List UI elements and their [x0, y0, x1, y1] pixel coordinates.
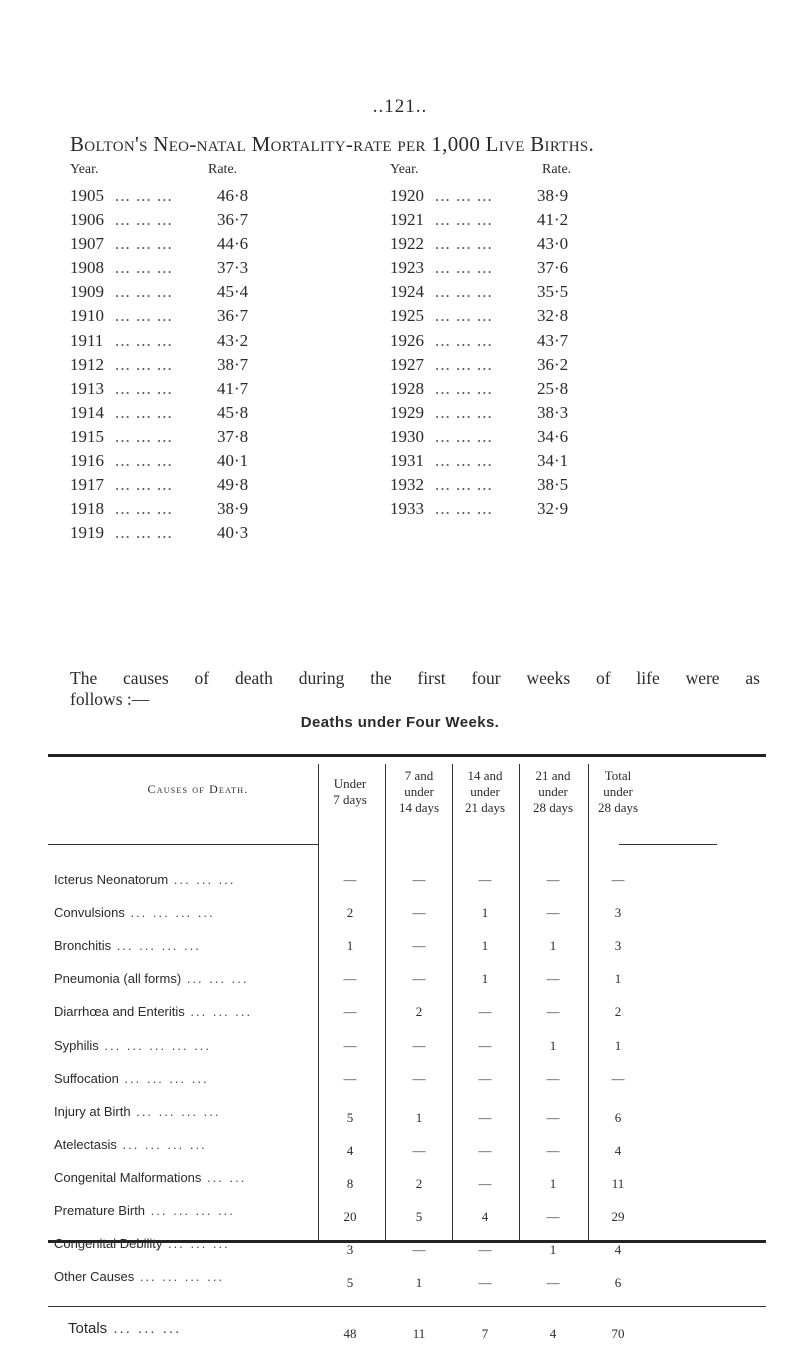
rate-value: 41·2	[537, 210, 569, 230]
year-value: 1922	[390, 234, 424, 254]
table-row	[48, 971, 766, 1004]
rate-value: 36·7	[217, 210, 249, 230]
cause-label: Premature Birth	[54, 1203, 146, 1218]
year-value: 1920	[390, 186, 424, 205]
table-cell: —	[478, 1109, 492, 1125]
table-cell: 4	[346, 1142, 354, 1158]
cause-name	[54, 1269, 224, 1284]
rate-row	[70, 329, 248, 353]
year-header-left: Year.	[70, 162, 99, 177]
leader-dots: ... ... ...	[115, 234, 173, 254]
table-cell: 4	[481, 1209, 489, 1224]
table-cell: —	[478, 1037, 492, 1053]
table-row	[48, 1269, 766, 1302]
cause-name	[54, 1104, 220, 1119]
leader-dots: ... ... ...	[115, 306, 173, 326]
table-cell: 5	[346, 1109, 354, 1125]
leader-dots: ... ... ...	[115, 186, 173, 205]
leader-dots: ... ... ...	[115, 330, 173, 350]
rate-value: 34·1	[537, 451, 569, 471]
leader-dots: ... ... ...	[184, 1004, 253, 1020]
column-header-line: 14 and	[467, 768, 503, 783]
table-cell: 2	[614, 1004, 622, 1020]
page-number: ..121..	[372, 96, 428, 117]
leader-dots: ... ... ...	[435, 451, 493, 471]
table-cell: 5	[415, 1209, 423, 1224]
rate-row	[70, 304, 248, 328]
year-value: 1931	[390, 451, 424, 471]
causes-paragraph	[70, 668, 760, 710]
cause-label: Injury at Birth	[54, 1103, 131, 1119]
column-header	[384, 768, 454, 816]
leader-dots: ... ... ...	[107, 1320, 182, 1338]
rate-row	[390, 256, 568, 280]
cause-label: Atelectasis	[54, 1136, 117, 1152]
table-cell: 3	[346, 1242, 354, 1258]
leader-dots: ... ... ... ... ...	[98, 1037, 212, 1053]
table-cell: 1	[614, 971, 622, 987]
rate-value: 45·4	[217, 282, 249, 302]
leader-dots: ... ... ... ...	[116, 1136, 207, 1152]
leader-dots: ... ... ...	[435, 282, 493, 302]
cause-label: Syphilis	[54, 1037, 99, 1053]
leader-dots: ... ... ...	[435, 402, 493, 422]
column-header-line: under	[470, 784, 500, 799]
table-cell: —	[478, 1275, 492, 1291]
leader-dots: ... ... ...	[115, 210, 173, 230]
rate-row	[70, 425, 248, 449]
rate-row	[390, 473, 568, 497]
table-cell: 1	[549, 1242, 557, 1258]
leader-dots: ... ... ...	[115, 523, 173, 543]
table-cell: —	[343, 872, 357, 887]
year-value: 1933	[390, 499, 424, 519]
rate-row	[390, 425, 568, 449]
totals-label	[68, 1320, 181, 1337]
cause-label: Congenital Debility	[54, 1236, 163, 1252]
table-cell: 1	[481, 938, 489, 954]
rate-row	[70, 521, 248, 545]
rate-row	[70, 208, 248, 232]
table-cell: —	[546, 971, 560, 987]
cause-name	[54, 872, 236, 887]
table-cell: —	[343, 971, 357, 987]
table-cell: —	[611, 1070, 625, 1086]
rate-value: 38·5	[537, 475, 569, 495]
table-row	[48, 1004, 766, 1037]
rate-list-left	[70, 184, 248, 545]
cause-label: Bronchitis	[54, 938, 112, 954]
table-title: Deaths under Four Weeks.	[300, 714, 500, 731]
year-value: 1925	[390, 306, 424, 326]
leader-dots: ... ... ... ...	[111, 938, 201, 954]
rate-value: 40·3	[217, 523, 249, 543]
year-value: 1909	[70, 282, 104, 302]
rate-row	[390, 208, 568, 232]
rate-row	[70, 401, 248, 425]
year-value: 1912	[70, 354, 104, 374]
cause-label: Convulsions	[54, 905, 125, 921]
table-cell: —	[412, 971, 426, 987]
table-cell: 2	[415, 1175, 423, 1191]
totals-cell: 11	[412, 1326, 426, 1342]
rate-value: 43·7	[537, 330, 569, 350]
year-value: 1927	[390, 354, 424, 374]
table-cell: —	[343, 1037, 357, 1053]
column-header-line: 7 days	[333, 792, 367, 807]
leader-dots: ... ... ...	[162, 1236, 230, 1252]
rate-value: 46·8	[217, 186, 249, 205]
rate-row	[390, 449, 568, 473]
year-value: 1924	[390, 282, 424, 302]
rate-row	[70, 473, 248, 497]
cause-label: Icterus Neonatorum	[54, 872, 169, 887]
rate-row	[70, 184, 248, 208]
table-cell: 1	[481, 971, 489, 987]
table-cell: 4	[614, 1142, 622, 1158]
leader-dots: ... ... ...	[435, 330, 493, 350]
table-cell: 4	[614, 1242, 622, 1258]
column-header	[315, 776, 385, 808]
column-header-line: under	[603, 784, 633, 799]
leader-dots: ... ... ...	[115, 258, 173, 278]
table-cell: —	[412, 872, 426, 887]
table-row	[48, 1038, 766, 1071]
table-cell: —	[412, 938, 426, 954]
column-header-line: under	[404, 784, 434, 799]
table-cell: 3	[614, 905, 622, 921]
rate-row	[390, 401, 568, 425]
table-cell: 1	[481, 905, 489, 921]
cause-label: Other Causes	[54, 1269, 135, 1285]
table-cell: —	[412, 1037, 426, 1053]
table-cell: —	[546, 1275, 560, 1291]
table-cell: 8	[346, 1175, 354, 1191]
table-cell: 2	[346, 905, 354, 921]
leader-dots: ... ... ...	[435, 210, 493, 230]
rate-value: 38·9	[217, 499, 249, 519]
rate-row	[390, 184, 568, 208]
cause-name	[54, 1071, 209, 1086]
rate-value: 43·0	[537, 234, 569, 254]
rate-value: 45·8	[217, 402, 249, 422]
cause-name	[54, 971, 249, 986]
causes-of-death-header: Causes of Death.	[147, 782, 249, 796]
table-row	[48, 1236, 766, 1269]
leader-dots: ... ... ...	[435, 186, 493, 205]
year-value: 1921	[390, 210, 424, 230]
column-header-line: 7 and	[404, 768, 434, 783]
year-value: 1929	[390, 402, 424, 422]
totals-cell: 7	[481, 1326, 489, 1342]
column-header	[450, 768, 520, 816]
rate-header-right: Rate.	[542, 162, 572, 177]
table-cell: —	[412, 905, 426, 921]
table-cell: 20	[343, 1209, 357, 1224]
leader-dots: ... ... ...	[435, 306, 493, 326]
year-value: 1908	[70, 258, 104, 278]
totals-cell: 48	[343, 1326, 357, 1342]
year-value: 1911	[70, 330, 104, 350]
cause-name	[54, 1203, 235, 1218]
year-value: 1905	[70, 186, 104, 205]
rate-value: 37·6	[537, 258, 569, 278]
year-value: 1917	[70, 475, 104, 495]
causes-text-line1: The causes of death during the first four weeks of life were as	[70, 668, 760, 688]
leader-dots: ... ... ...	[435, 499, 493, 519]
totals-rule	[48, 1306, 766, 1307]
table-row	[48, 938, 766, 971]
year-value: 1918	[70, 499, 104, 519]
column-header-line: Total	[604, 768, 632, 783]
rate-row	[70, 449, 248, 473]
header-rule-right	[619, 844, 717, 845]
rate-row	[390, 232, 568, 256]
column-header-line: 28 days	[532, 800, 574, 815]
leader-dots: ... ... ...	[115, 378, 173, 398]
leader-dots: ... ... ...	[181, 971, 249, 987]
year-value: 1914	[70, 402, 104, 422]
table-cell: —	[412, 1242, 426, 1258]
rate-value: 38·3	[537, 402, 569, 422]
leader-dots: ... ... ...	[115, 426, 173, 446]
table-cell: —	[412, 1142, 426, 1158]
table-cell: 29	[611, 1209, 625, 1224]
rate-row	[70, 232, 248, 256]
table-cell: 1	[549, 1175, 557, 1191]
rate-row	[70, 377, 248, 401]
rate-value: 32·9	[537, 499, 569, 519]
column-header-line: 21 days	[464, 800, 506, 815]
table-row	[48, 1071, 766, 1104]
table-cell: 2	[415, 1004, 423, 1020]
cause-name	[54, 938, 201, 953]
rate-value: 36·7	[217, 306, 249, 326]
column-header-line: under	[538, 784, 568, 799]
year-value: 1915	[70, 426, 104, 446]
year-value: 1910	[70, 306, 104, 326]
leader-dots: ... ... ...	[115, 451, 173, 471]
leader-dots: ... ... ...	[115, 475, 173, 495]
table-cell: —	[546, 1109, 560, 1125]
table-cell: —	[546, 1142, 560, 1158]
cause-label: Suffocation	[54, 1070, 119, 1086]
header-rule	[48, 844, 318, 845]
leader-dots: ... ... ...	[435, 426, 493, 446]
cause-name	[54, 1236, 230, 1251]
year-value: 1919	[70, 523, 104, 543]
rate-row	[390, 280, 568, 304]
rate-value: 41·7	[217, 378, 249, 398]
rate-row	[390, 329, 568, 353]
leader-dots: ... ... ...	[115, 499, 173, 519]
table-row	[48, 1203, 766, 1236]
cause-label: Pneumonia (all forms)	[54, 971, 182, 987]
rate-value: 49·8	[217, 475, 249, 495]
leader-dots: ... ... ... ...	[118, 1070, 209, 1086]
rate-header-left: Rate.	[208, 162, 238, 177]
rate-value: 37·8	[217, 426, 249, 446]
leader-dots: ... ... ... ...	[134, 1269, 224, 1285]
rate-value: 32·8	[537, 306, 569, 326]
rate-row	[70, 280, 248, 304]
year-value: 1906	[70, 210, 104, 230]
leader-dots: ... ... ...	[435, 234, 493, 254]
cause-name	[54, 1004, 252, 1019]
table-cell: —	[343, 1004, 357, 1020]
rate-value: 38·9	[537, 186, 569, 205]
year-value: 1907	[70, 234, 104, 254]
table-cell: 1	[415, 1275, 423, 1291]
table-cell: 3	[614, 938, 622, 954]
causes-text-line2: follows :—	[70, 689, 150, 709]
leader-dots: ... ... ... ...	[124, 905, 215, 921]
leader-dots: ... ... ...	[115, 402, 173, 422]
rate-row	[70, 497, 248, 521]
table-cell: 1	[614, 1037, 622, 1053]
table-cell: —	[546, 872, 560, 887]
leader-dots: ... ... ...	[115, 354, 173, 374]
rate-row	[390, 497, 568, 521]
year-value: 1916	[70, 451, 104, 471]
table-row	[48, 1170, 766, 1203]
table-cell: —	[343, 1070, 357, 1086]
rate-row	[70, 256, 248, 280]
rate-value: 38·7	[217, 354, 249, 374]
leader-dots: ... ... ... ...	[145, 1203, 235, 1218]
table-row	[48, 1104, 766, 1137]
year-value: 1913	[70, 378, 104, 398]
rate-value: 25·8	[537, 378, 569, 398]
column-header-line: 14 days	[398, 800, 440, 815]
totals-cell: 4	[549, 1326, 557, 1342]
year-value: 1926	[390, 330, 424, 350]
table-cell: —	[546, 905, 560, 921]
table-cell: 1	[549, 1037, 557, 1053]
table-cell: —	[478, 1004, 492, 1020]
leader-dots: ... ... ...	[435, 354, 493, 374]
table-top-rule	[48, 754, 766, 757]
rate-value: 44·6	[217, 234, 249, 254]
table-cell: 11	[611, 1175, 625, 1191]
table-cell: —	[611, 872, 625, 887]
column-header-line: 28 days	[597, 800, 639, 815]
leader-dots: ... ...	[201, 1169, 247, 1185]
table-cell: 6	[614, 1109, 622, 1125]
table-cell: —	[546, 1004, 560, 1020]
cause-label: Diarrhœa and Enteritis	[54, 1004, 185, 1020]
table-cell: 1	[415, 1109, 423, 1125]
rate-row	[70, 353, 248, 377]
leader-dots: ... ... ...	[435, 475, 493, 495]
rate-row	[390, 353, 568, 377]
rate-value: 40·1	[217, 451, 249, 471]
rate-value: 43·2	[217, 330, 249, 350]
table-cell: —	[478, 872, 492, 887]
totals-row	[48, 1320, 766, 1353]
year-header-right: Year.	[390, 162, 419, 177]
totals-cell: 70	[611, 1326, 625, 1342]
leader-dots: ... ... ...	[168, 872, 236, 887]
rate-value: 36·2	[537, 354, 569, 374]
table-cell: —	[478, 1142, 492, 1158]
table-cell: 6	[614, 1275, 622, 1291]
column-header-line: 21 and	[535, 768, 571, 783]
rate-list-right	[390, 184, 568, 521]
totals-text: Totals	[68, 1320, 108, 1338]
page-title: Bolton's Neo-natal Mortality-rate per 1,000 Live Births.	[70, 132, 595, 156]
table-cell: —	[478, 1070, 492, 1086]
rate-value: 34·6	[537, 426, 569, 446]
table-cell: 1	[346, 938, 354, 954]
rate-row	[390, 304, 568, 328]
table-cell: —	[412, 1070, 426, 1086]
rate-row	[390, 377, 568, 401]
table-cell: 5	[346, 1275, 354, 1291]
leader-dots: ... ... ...	[115, 282, 173, 302]
column-header-line: Under	[333, 776, 367, 791]
column-header	[518, 768, 588, 816]
table-cell: —	[546, 1070, 560, 1086]
deaths-table	[48, 754, 766, 1342]
table-cell: —	[478, 1175, 492, 1191]
cause-name	[54, 1137, 207, 1152]
column-header	[583, 768, 653, 816]
year-value: 1923	[390, 258, 424, 278]
leader-dots: ... ... ... ...	[130, 1103, 221, 1119]
year-value: 1930	[390, 426, 424, 446]
year-value: 1928	[390, 378, 424, 398]
cause-name	[54, 1038, 211, 1053]
table-cell: —	[478, 1242, 492, 1258]
cause-name	[54, 1170, 246, 1185]
cause-name	[54, 905, 215, 920]
year-value: 1932	[390, 475, 424, 495]
rate-value: 37·3	[217, 258, 249, 278]
table-row	[48, 872, 766, 905]
leader-dots: ... ... ...	[435, 258, 493, 278]
table-row	[48, 1137, 766, 1170]
cause-label: Congenital Malformations	[54, 1169, 202, 1185]
rate-value: 35·5	[537, 282, 569, 302]
table-row	[48, 905, 766, 938]
table-cell: —	[546, 1209, 560, 1224]
leader-dots: ... ... ...	[435, 378, 493, 398]
table-cell: 1	[549, 938, 557, 954]
